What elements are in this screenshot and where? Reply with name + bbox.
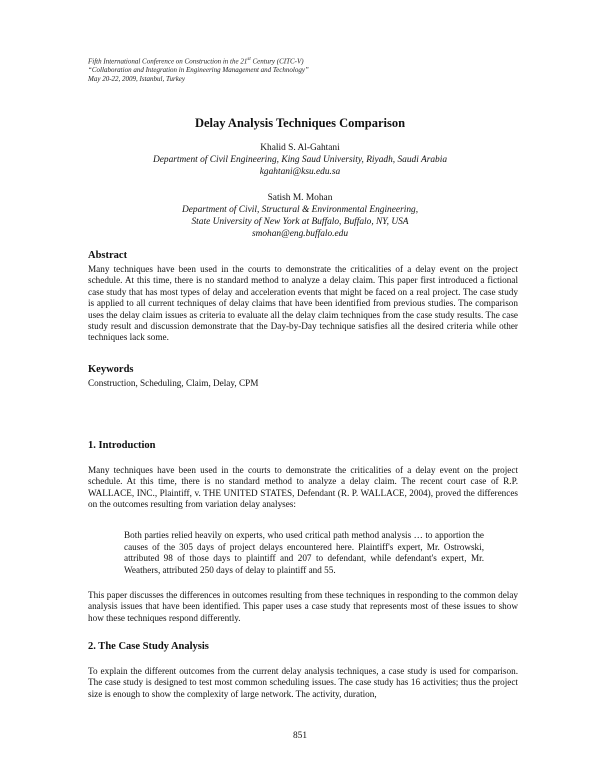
author-email: kgahtani@ksu.edu.sa: [259, 167, 341, 177]
case-study-paragraph-1: To explain the different outcomes from the current delay analysis techniques, a case study is used for comparison. The case study is designed to test most common scheduling issues. The case study has 16 activities; thus the project size is enough to show the complexity of large network. The activity, duration,: [88, 666, 518, 699]
header-line-2: “Collaboration and Integration in Engineering Management and Technology”: [88, 66, 309, 75]
conference-header: [88, 55, 508, 84]
case-study-heading: 2. The Case Study Analysis: [88, 641, 209, 652]
court-quote: Both parties relied heavily on experts, who used critical path method analysis … to apportion the causes of the 305 days of project delays encountered here. Plaintiff's expert, Mr. Ostrowski, attributed 98 of those days to plaintiff and 207 to defendant, while defendant's expert, Mr. Weathers, attributed 250 days of delay to plaintiff and 55.: [124, 530, 484, 575]
author-affiliation: Department of Civil Engineering, King Saud University, Riyadh, Saudi Arabia: [152, 155, 448, 165]
keywords-text: Construction, Scheduling, Claim, Delay, CPM: [88, 378, 259, 388]
introduction-paragraph-1: Many techniques have been used in the courts to demonstrate the criticalities of a delay event on the project schedule. At this time, there is no standard method to analyze a delay claim. The recent court case of R.P. WALLACE, INC., Plaintiff, v. THE UNITED STATES, Defendant (R. P. WALLACE, 2004), proved the differences on the outcomes resulting from variation delay analyses:: [88, 465, 518, 510]
author-affiliation: Department of Civil, Structural & Environmental Engineering,: [181, 205, 419, 215]
author-block-2: [0, 192, 600, 240]
author-email: smohan@eng.buffalo.edu: [251, 229, 349, 239]
author-block-1: [0, 142, 600, 178]
header-line-1: Fifth International Conference on Construction in the 21st Century (CITC-V): [88, 57, 304, 66]
abstract-heading: Abstract: [88, 250, 128, 261]
author-name: Khalid S. Al-Gahtani: [260, 143, 340, 153]
paper-title: Delay Analysis Techniques Comparison: [194, 116, 406, 130]
introduction-heading: 1. Introduction: [88, 440, 156, 451]
introduction-paragraph-2: This paper discusses the differences in outcomes resulting from these techniques in responding to the common delay analysis issues that have been identified. This paper uses a case study that represents most of these issues to show how these techniques respond differently.: [88, 590, 518, 623]
header-superscript: st: [247, 57, 251, 62]
header-line-3: May 20-22, 2009, Istanbul, Turkey: [88, 75, 186, 84]
abstract-text: Many techniques have been used in the courts to demonstrate the criticalities of a delay event on the project schedule. At this time, there is no standard method to analyze a delay claim. This paper first introduced a fictional case study that has most types of delay and acceleration events that might be faced on a real project. The case study is applied to all current techniques of delay claims that have been identified from previous studies. The comparison uses the delay claim issues as criteria to evaluate all the delay claim techniques from the case study results. The case study result and discussion demonstrate that the Day-by-Day technique satisfies all the desired criteria while other techniques lack some.: [88, 264, 518, 343]
page-number: 851: [292, 731, 308, 741]
author-name: Satish M. Mohan: [267, 193, 333, 203]
keywords-heading: Keywords: [88, 364, 134, 375]
author-affiliation: State University of New York at Buffalo, Buffalo, NY, USA: [191, 217, 409, 227]
